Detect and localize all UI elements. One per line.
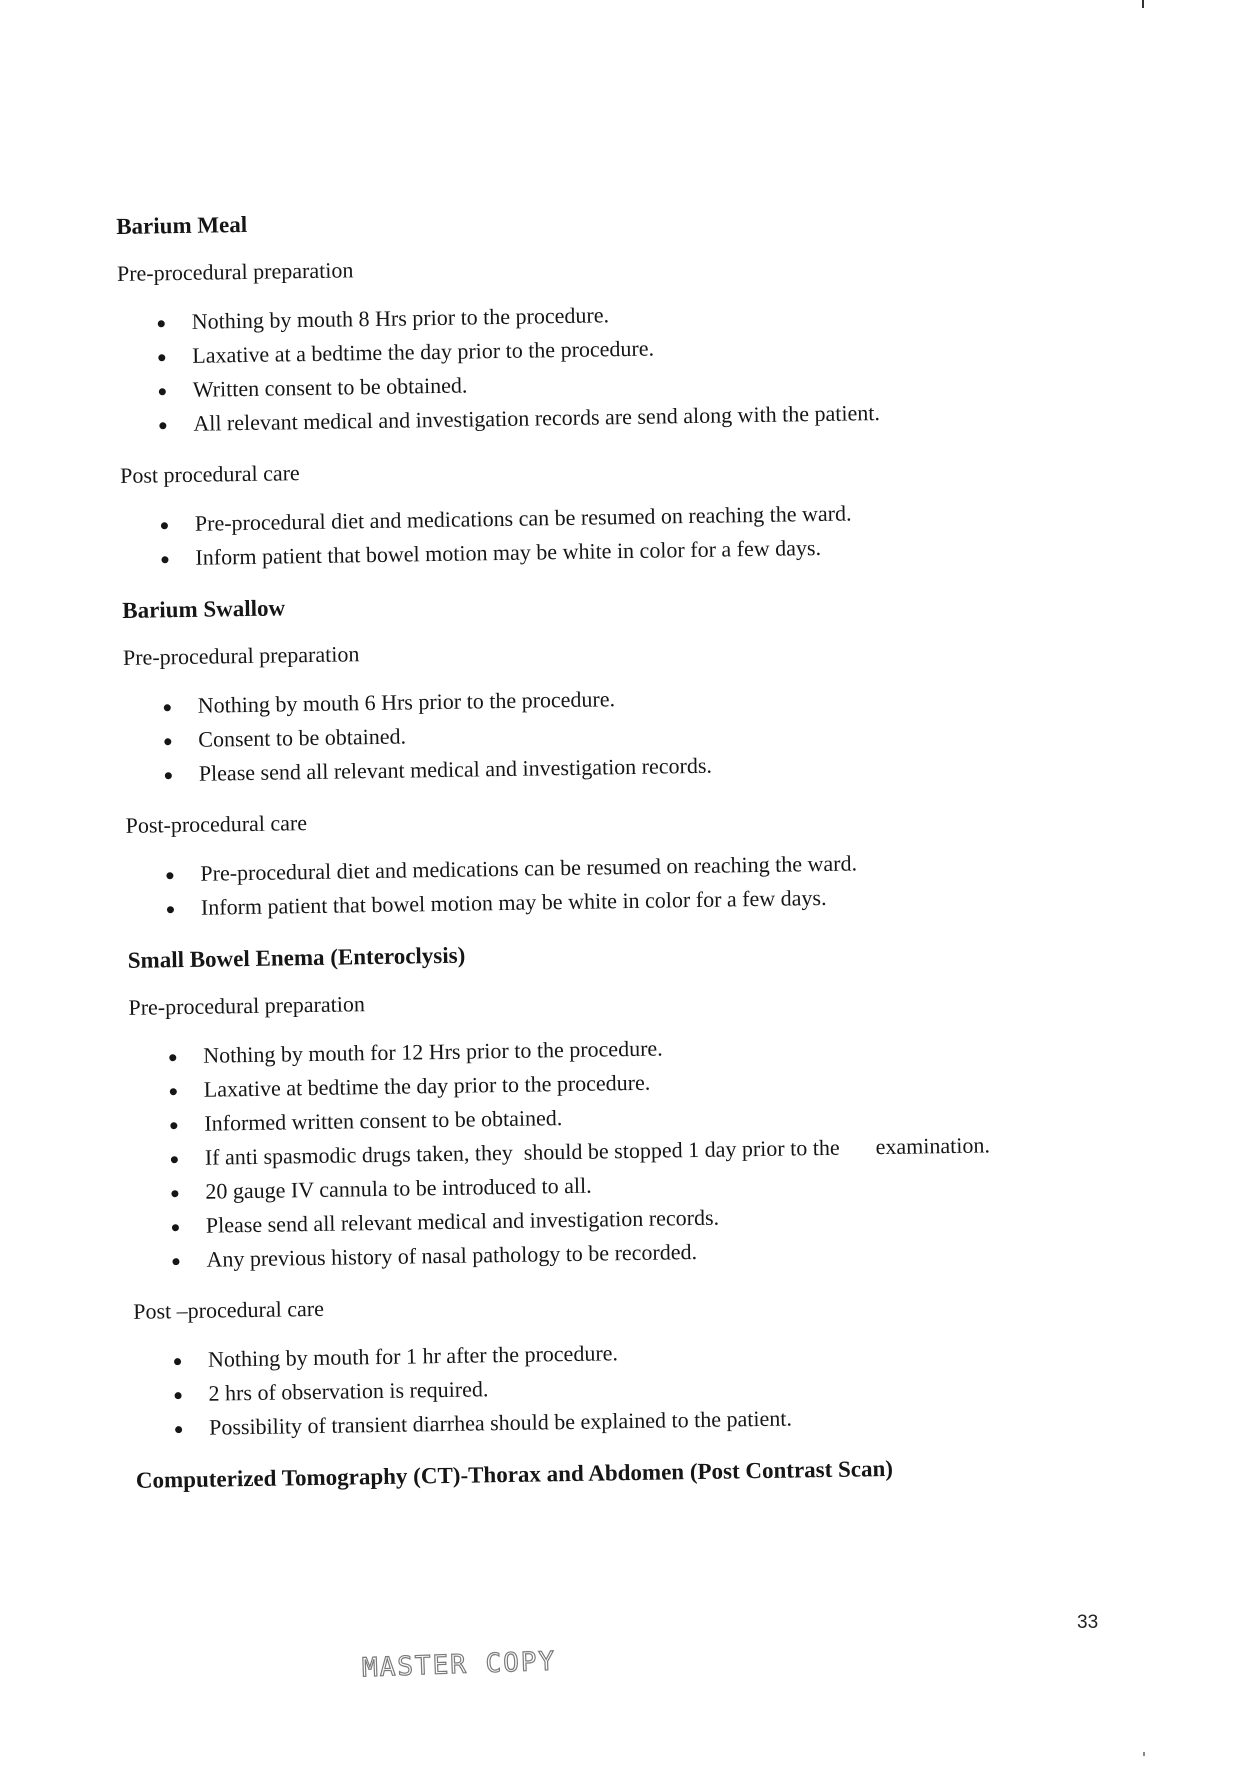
bullet-icon [175,1426,182,1433]
bullet-icon [164,704,171,711]
item-list [124,674,1125,792]
list-item: Informed written consent to be obtained. [170,1092,1130,1141]
bullet-icon [175,1392,182,1399]
list-item: Please send all relevant medical and investigation records. [172,1194,1132,1243]
list-item: Nothing by mouth 6 Hrs prior to the procedure. [164,674,1124,723]
bullet-icon [159,388,166,395]
section-heading: Barium Swallow [122,595,286,623]
list-item: Laxative at bedtime the day prior to the procedure. [170,1058,1130,1107]
bullet-icon [169,1054,176,1061]
item-list [121,492,1122,576]
section-ct-thorax-abdomen [136,1450,1136,1496]
list-item: Nothing by mouth for 12 Hrs prior to the procedure. [169,1024,1129,1073]
section-barium-meal [116,196,1122,576]
bullet-icon [165,772,172,779]
page-content [116,196,1136,1514]
group-label: Post procedural care [119,460,300,488]
bullet-icon [171,1190,178,1197]
bullet-icon [171,1156,178,1163]
group-label: Pre-procedural preparation [122,641,360,670]
list-item: Please send all relevant medical and investigation records. [165,742,1125,791]
list-item: Nothing by mouth for 1 hr after the procedure. [174,1328,1134,1377]
item-tail: examination. [875,1132,991,1160]
master-copy-stamp: MASTER COPY [361,1646,557,1684]
list-item: Inform patient that bowel motion may be white in color for a few days. [167,876,1127,925]
list-item: 2 hrs of observation is required. [174,1362,1134,1411]
bullet-icon [159,422,166,429]
list-item: Laxative at a bedtime the day prior to the procedure. [158,324,1118,373]
bullet-icon [166,872,173,879]
bullet-icon [170,1088,177,1095]
list-item: Consent to be obtained. [164,708,1124,757]
group-label: Post –procedural care [133,1295,325,1324]
list-item: Nothing by mouth 8 Hrs prior to the procedure. [157,290,1117,339]
bullet-icon [158,354,165,361]
list-item: If anti spasmodic drugs taken, they should be stopped 1 day prior to the examination. [171,1126,1131,1175]
list-item: All relevant medical and investigation records are send along with the patient. [159,392,1119,441]
list-item: Inform patient that bowel motion may be white in color for a few days. [161,526,1121,575]
section-heading: Small Bowel Enema (Enteroclysis) [127,942,466,973]
bullet-icon [172,1258,179,1265]
group-label: Pre-procedural preparation [116,257,354,286]
bullet-icon [174,1358,181,1365]
list-item: Any previous history of nasal pathology to be recorded. [172,1228,1132,1277]
list-item: Written consent to be obtained. [159,358,1119,407]
bullet-icon [170,1122,177,1129]
group-label: Post-procedural care [125,810,308,838]
list-item: Pre-procedural diet and medications can be resumed on reaching the ward. [161,492,1121,541]
scan-mark [1143,1752,1145,1756]
section-heading: Barium Meal [116,211,248,239]
bullet-icon [164,738,171,745]
bullet-icon [172,1224,179,1231]
item-list [126,842,1127,926]
list-item: Possibility of transient diarrhea should be explained to the patient. [175,1396,1135,1445]
group-label: Pre-procedural preparation [128,991,366,1020]
item-list [129,1024,1133,1278]
section-heading: Computerized Tomography (CT)-Thorax and Abdomen (Post Contrast Scan) [135,1455,894,1493]
scan-mark [1142,0,1144,8]
list-item: 20 gauge IV cannula to be introduced to all. [171,1160,1131,1209]
section-small-bowel-enema [128,930,1136,1446]
bullet-icon [158,320,165,327]
section-barium-swallow [122,580,1127,926]
bullet-icon [167,906,174,913]
item-list [117,290,1119,442]
page-number: 33 [1077,1612,1099,1633]
item-list [134,1328,1135,1446]
bullet-icon [161,522,168,529]
list-item: Pre-procedural diet and medications can be resumed on reaching the ward. [166,842,1126,891]
bullet-icon [161,556,168,563]
